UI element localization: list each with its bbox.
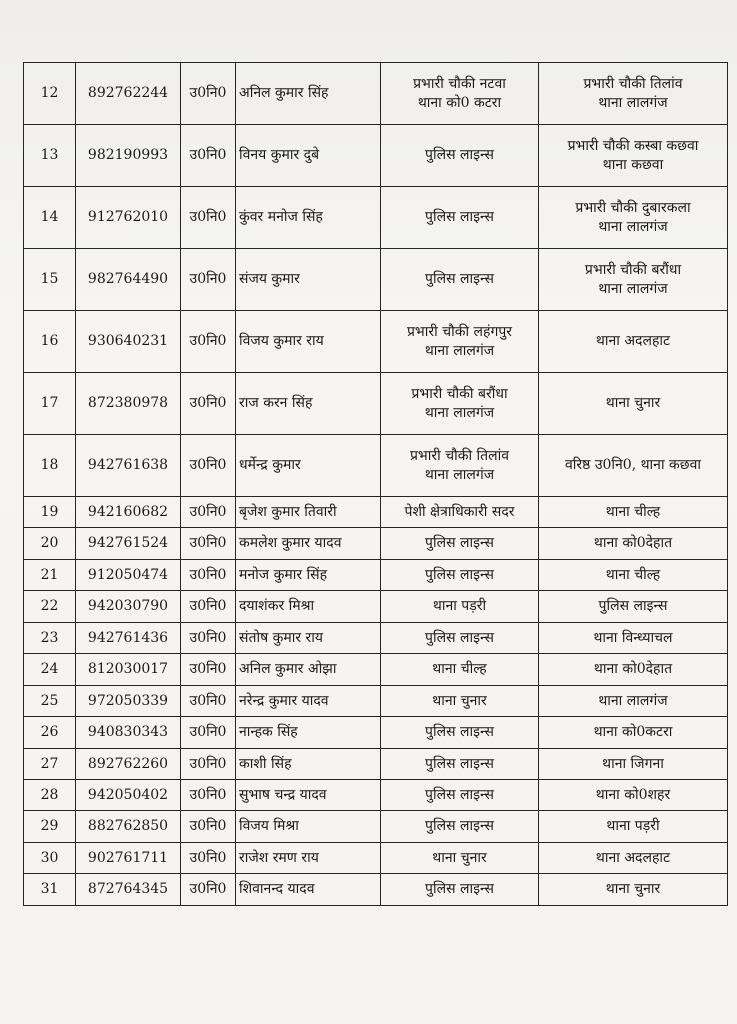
current-posting-line1: पुलिस लाइन्स <box>425 147 494 163</box>
current-posting-cell <box>381 560 539 591</box>
new-posting-cell <box>539 187 728 249</box>
officer-name-cell: राजेश रमण राय <box>236 843 381 874</box>
new-posting-line1: थाना को0देहात <box>593 535 673 551</box>
id-number-cell: 892762260 <box>76 749 181 780</box>
current-posting-cell <box>381 435 539 497</box>
id-number-cell: 892762244 <box>76 63 181 125</box>
officer-name-cell: अनिल कुमार ओझा <box>236 654 381 686</box>
officer-name-cell: नरेन्द्र कुमार यादव <box>236 686 381 717</box>
current-posting-line1: प्रभारी चौकी नटवा <box>413 75 506 92</box>
new-posting-line2: थाना कछवा <box>602 156 664 173</box>
rank-cell: उ0नि0 <box>181 63 236 125</box>
new-posting-line2: थाना लालगंज <box>598 218 668 235</box>
current-posting-line1: पुलिस लाइन्स <box>425 724 494 740</box>
table-row <box>24 249 728 311</box>
new-posting-cell <box>539 623 728 654</box>
current-posting-line1: थाना चुनार <box>432 849 487 866</box>
new-posting-line1: थाना विन्ध्याचल <box>593 629 673 646</box>
new-posting-line1: थाना चुनार <box>605 881 661 897</box>
rank-cell: उ0नि0 <box>181 560 236 591</box>
new-posting-line1: प्रभारी चौकी बरौंधा <box>584 261 682 278</box>
id-number-cell: 912762010 <box>76 187 181 249</box>
officer-name-cell: बृजेश कुमार तिवारी <box>236 497 381 528</box>
current-posting-line2: थाना लालगंज <box>424 466 495 483</box>
new-posting-line1: थाना को0कटरा <box>593 724 673 740</box>
new-posting-cell <box>539 311 728 373</box>
rank-cell: उ0नि0 <box>181 311 236 373</box>
new-posting-line1: प्रभारी चौकी तिलांव <box>583 75 683 92</box>
current-posting-line1: प्रभारी चौकी लहंगपुर <box>406 323 513 340</box>
serial-number-cell: 26 <box>24 717 76 749</box>
new-posting-line1: थाना को0शहर <box>595 786 671 803</box>
new-posting-cell <box>539 811 728 843</box>
id-number-cell: 972050339 <box>76 686 181 717</box>
current-posting-line2: थाना को0 कटरा <box>417 94 502 111</box>
officer-name-cell: विजय कुमार राय <box>236 311 381 373</box>
new-posting-cell <box>539 560 728 591</box>
id-number-cell: 812030017 <box>76 654 181 686</box>
current-posting-cell <box>381 373 539 435</box>
new-posting-line1: थाना अदलहाट <box>595 849 671 866</box>
serial-number-cell: 17 <box>24 373 76 435</box>
new-posting-cell <box>539 63 728 125</box>
officer-name-cell: धर्मेन्द्र कुमार <box>236 435 381 497</box>
current-posting-line2: थाना लालगंज <box>424 342 495 359</box>
table-row <box>24 591 728 623</box>
officer-name-cell: कमलेश कुमार यादव <box>236 528 381 560</box>
serial-number-cell: 14 <box>24 187 76 249</box>
officer-name-cell: मनोज कुमार सिंह <box>236 560 381 591</box>
rank-cell: उ0नि0 <box>181 623 236 654</box>
new-posting-line1: थाना चील्ह <box>605 566 661 583</box>
rank-cell: उ0नि0 <box>181 749 236 780</box>
id-number-cell: 942761524 <box>76 528 181 560</box>
id-number-cell: 912050474 <box>76 560 181 591</box>
serial-number-cell: 28 <box>24 780 76 811</box>
table-row <box>24 187 728 249</box>
officer-name-cell: नान्हक सिंह <box>236 717 381 749</box>
current-posting-line1: पुलिस लाइन्स <box>425 535 494 551</box>
table-row <box>24 654 728 686</box>
current-posting-cell <box>381 843 539 874</box>
new-posting-line2: थाना लालगंज <box>598 94 668 111</box>
table-row <box>24 125 728 187</box>
serial-number-cell: 13 <box>24 125 76 187</box>
new-posting-line1: थाना जिगना <box>602 755 664 772</box>
new-posting-line1: थाना लालगंज <box>598 692 668 709</box>
table-row <box>24 560 728 591</box>
new-posting-cell <box>539 749 728 780</box>
table-row <box>24 373 728 435</box>
current-posting-line2: थाना लालगंज <box>424 404 495 421</box>
new-posting-cell <box>539 497 728 528</box>
current-posting-cell <box>381 591 539 623</box>
new-posting-line1: थाना अदलहाट <box>595 333 671 349</box>
current-posting-line1: थाना पड़री <box>432 598 487 614</box>
current-posting-line1: पुलिस लाइन्स <box>425 566 494 583</box>
table-row <box>24 528 728 560</box>
new-posting-line1: थाना चील्ह <box>605 503 661 520</box>
rank-cell: उ0नि0 <box>181 125 236 187</box>
officer-name-cell: विनय कुमार दुबे <box>236 125 381 187</box>
current-posting-cell <box>381 780 539 811</box>
serial-number-cell: 19 <box>24 497 76 528</box>
new-posting-cell <box>539 874 728 906</box>
current-posting-line1: पुलिस लाइन्स <box>425 881 494 897</box>
id-number-cell: 942160682 <box>76 497 181 528</box>
new-posting-cell <box>539 125 728 187</box>
id-number-cell: 982190993 <box>76 125 181 187</box>
serial-number-cell: 24 <box>24 654 76 686</box>
rank-cell: उ0नि0 <box>181 249 236 311</box>
rank-cell: उ0नि0 <box>181 874 236 906</box>
officer-name-cell: राज करन सिंह <box>236 373 381 435</box>
serial-number-cell: 30 <box>24 843 76 874</box>
officer-name-cell: काशी सिंह <box>236 749 381 780</box>
officer-name-cell: सुभाष चन्द्र यादव <box>236 780 381 811</box>
table-row <box>24 780 728 811</box>
officer-name-cell: कुंवर मनोज सिंह <box>236 187 381 249</box>
officer-name-cell: संतोष कुमार राय <box>236 623 381 654</box>
new-posting-cell <box>539 780 728 811</box>
officer-name-cell: अनिल कुमार सिंह <box>236 63 381 125</box>
serial-number-cell: 21 <box>24 560 76 591</box>
current-posting-cell <box>381 874 539 906</box>
rank-cell: उ0नि0 <box>181 528 236 560</box>
current-posting-line1: थाना चुनार <box>432 692 487 709</box>
new-posting-line1: पुलिस लाइन्स <box>598 598 668 614</box>
serial-number-cell: 15 <box>24 249 76 311</box>
table-row <box>24 874 728 906</box>
id-number-cell: 940830343 <box>76 717 181 749</box>
id-number-cell: 872764345 <box>76 874 181 906</box>
id-number-cell: 942050402 <box>76 780 181 811</box>
serial-number-cell: 16 <box>24 311 76 373</box>
current-posting-line1: पेशी क्षेत्राधिकारी सदर <box>404 503 515 520</box>
new-posting-cell <box>539 528 728 560</box>
id-number-cell: 942761436 <box>76 623 181 654</box>
rank-cell: उ0नि0 <box>181 187 236 249</box>
current-posting-cell <box>381 654 539 686</box>
new-posting-line1: प्रभारी चौकी कस्बा कछवा <box>567 137 699 154</box>
table-row <box>24 623 728 654</box>
id-number-cell: 872380978 <box>76 373 181 435</box>
rank-cell: उ0नि0 <box>181 811 236 843</box>
current-posting-line1: पुलिस लाइन्स <box>425 629 494 646</box>
table-row <box>24 717 728 749</box>
rank-cell: उ0नि0 <box>181 373 236 435</box>
officer-name-cell: शिवानन्द यादव <box>236 874 381 906</box>
id-number-cell: 930640231 <box>76 311 181 373</box>
officer-name-cell: दयाशंकर मिश्रा <box>236 591 381 623</box>
rank-cell: उ0नि0 <box>181 843 236 874</box>
current-posting-line1: पुलिस लाइन्स <box>425 271 494 287</box>
table-row <box>24 749 728 780</box>
rank-cell: उ0नि0 <box>181 654 236 686</box>
current-posting-line1: पुलिस लाइन्स <box>425 755 494 772</box>
current-posting-line1: पुलिस लाइन्स <box>425 818 494 834</box>
table-row <box>24 497 728 528</box>
id-number-cell: 902761711 <box>76 843 181 874</box>
current-posting-cell <box>381 717 539 749</box>
current-posting-cell <box>381 749 539 780</box>
current-posting-cell <box>381 311 539 373</box>
table-row <box>24 811 728 843</box>
serial-number-cell: 25 <box>24 686 76 717</box>
current-posting-cell <box>381 623 539 654</box>
serial-number-cell: 18 <box>24 435 76 497</box>
new-posting-cell <box>539 373 728 435</box>
serial-number-cell: 20 <box>24 528 76 560</box>
table-row <box>24 311 728 373</box>
new-posting-line1: वरिष्ठ उ0नि0, थाना कछवा <box>564 457 701 473</box>
table-body <box>24 63 728 906</box>
new-posting-line1: थाना पड़री <box>606 818 660 834</box>
new-posting-cell <box>539 843 728 874</box>
serial-number-cell: 31 <box>24 874 76 906</box>
current-posting-line1: थाना चील्ह <box>432 661 487 677</box>
serial-number-cell: 23 <box>24 623 76 654</box>
rank-cell: उ0नि0 <box>181 686 236 717</box>
serial-number-cell: 12 <box>24 63 76 125</box>
current-posting-cell <box>381 528 539 560</box>
current-posting-cell <box>381 125 539 187</box>
rank-cell: उ0नि0 <box>181 780 236 811</box>
new-posting-cell <box>539 435 728 497</box>
new-posting-cell <box>539 717 728 749</box>
officer-name-cell: संजय कुमार <box>236 249 381 311</box>
new-posting-cell <box>539 591 728 623</box>
current-posting-line1: प्रभारी चौकी तिलांव <box>409 447 510 464</box>
serial-number-cell: 22 <box>24 591 76 623</box>
serial-number-cell: 29 <box>24 811 76 843</box>
id-number-cell: 982764490 <box>76 249 181 311</box>
new-posting-cell <box>539 249 728 311</box>
transfer-table <box>23 62 728 906</box>
rank-cell: उ0नि0 <box>181 591 236 623</box>
table-row <box>24 63 728 125</box>
rank-cell: उ0नि0 <box>181 497 236 528</box>
new-posting-line2: थाना लालगंज <box>598 280 668 297</box>
id-number-cell: 942761638 <box>76 435 181 497</box>
new-posting-line1: प्रभारी चौकी दुबारकला <box>575 199 691 216</box>
current-posting-line1: प्रभारी चौकी बरौंधा <box>411 385 508 402</box>
table-row <box>24 843 728 874</box>
current-posting-cell <box>381 497 539 528</box>
serial-number-cell: 27 <box>24 749 76 780</box>
current-posting-cell <box>381 686 539 717</box>
new-posting-line1: थाना को0देहात <box>593 661 673 677</box>
table-row <box>24 435 728 497</box>
current-posting-cell <box>381 63 539 125</box>
rank-cell: उ0नि0 <box>181 435 236 497</box>
current-posting-cell <box>381 249 539 311</box>
id-number-cell: 942030790 <box>76 591 181 623</box>
id-number-cell: 882762850 <box>76 811 181 843</box>
current-posting-cell <box>381 187 539 249</box>
officer-name-cell: विजय मिश्रा <box>236 811 381 843</box>
new-posting-cell <box>539 654 728 686</box>
current-posting-line1: पुलिस लाइन्स <box>425 786 494 803</box>
rank-cell: उ0नि0 <box>181 717 236 749</box>
table-row <box>24 686 728 717</box>
current-posting-cell <box>381 811 539 843</box>
new-posting-cell <box>539 686 728 717</box>
new-posting-line1: थाना चुनार <box>605 395 661 411</box>
current-posting-line1: पुलिस लाइन्स <box>425 209 494 225</box>
